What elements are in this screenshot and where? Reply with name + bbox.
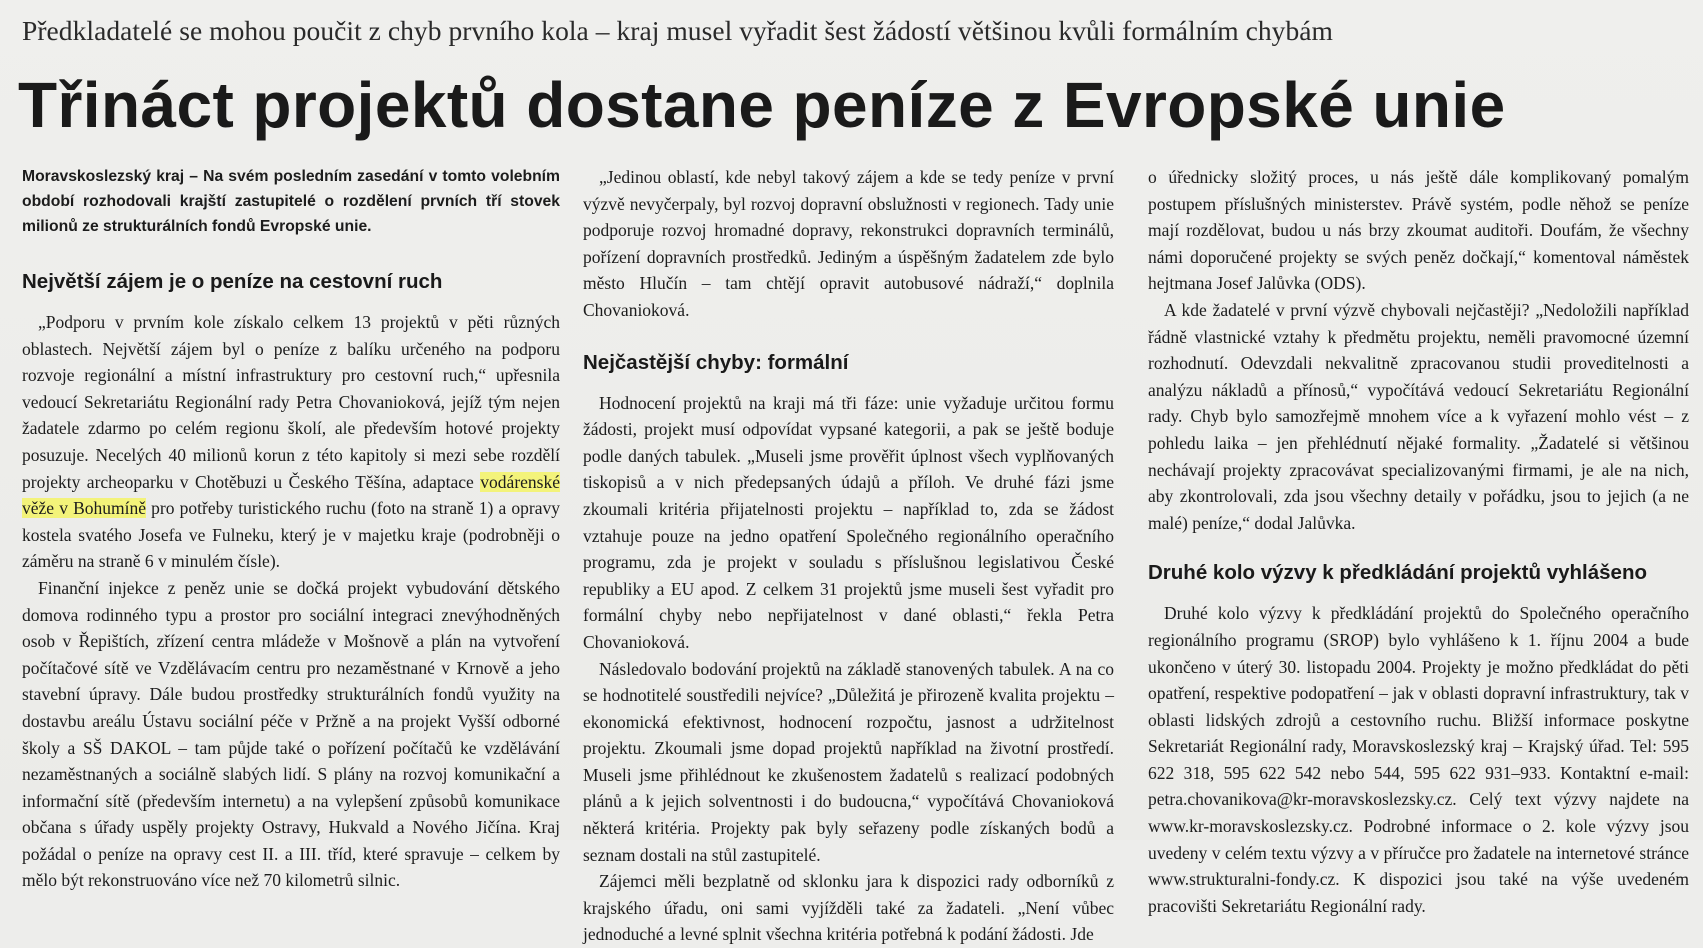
paragraph: Druhé kolo výzvy k předkládání projektů do Společného operačního regionálního programu (SROP) bylo vyhlášeno k 1. říjnu 2004 a bude ukončeno v úterý 30. listopadu 2004. Projekty je možno předkládat do pěti opatření, respektive podopatření – jak v oblasti dopravní infrastruktury, tak v oblasti lidských zdrojů a cestovního ruchu. Bližší informace poskytne Sekretariát Regionální rady, Moravskoslezský kraj – Krajský úřad. Tel: 595 622 318, 595 622 542 nebo 544, 595 622 931–933. Kontaktní e-mail: petra.chovanikova@kr-moravskoslezsky.cz. Celý text výzvy najdete na www.kr-moravskoslezsky.cz. Podrobné informace o 2. kole výzvy jsou uvedeny v celém textu výzvy a v příručce pro žadatele na internetové stránce www.strukturalni-fondy.cz. K dispozici jsou také na výše uvedeném pracovišti Sekretariátu Regionální rady. [1148,603,1689,916]
column-1 [22,164,560,891]
article-lead: Moravskoslezský kraj – Na svém posledním zasedání v tomto volebním období rozhodovali krajští zastupitelé o rozdělení prvních tří stovek milionů ze strukturálních fondů Evropské unie. [22,168,560,235]
spacer [1148,536,1689,558]
subheading-druhe-kolo: Druhé kolo výzvy k předkládání projektů vyhlášeno [1148,561,1647,585]
paragraph-text: pro potřeby turistického ruchu (foto na straně 1) a opravy kostela svatého Josefa ve Fulneku, který je v majetku kraje (podrobněji o záměru na straně 6 v minulém čísle). [22,498,560,572]
paragraph: „Jedinou oblastí, kde nebyl takový zájem a kde se tedy peníze v první výzvě nevyčerpaly, byl rozvoj dopravní obslužnosti v regionech. Tady unie podporuje rozvoj hromadné dopravy, rekonstrukci dopravních terminálů, pořízení dopravních prostředků. Jediným a úspěšným žadatelem zde bylo město Hlučín – tam chtějí opravit autobusové nádraží,“ doplnila Chovanioková. [583,167,1114,320]
paragraph-text: „Podporu v prvním kole získalo celkem 13 projektů v pěti různých oblastech. Největší zájem byl o peníze z balíku určeného na podporu rozvoje regionální a místní infrastruktury pro cestovní ruch,“ upřesnila vedoucí Sekretariátu Regionální rady Petra Chovanioková, jejíž tým nejen žadatele zdarmo po celém regionu školí, ale především hotové projekty posuzuje. Necelých 40 milionů korun z této kapitoly si mezi sebe rozdělí projekty archeoparku v Chotěbuzi u Českého Těšína, adaptace [22,312,560,492]
paragraph: o úřednicky složitý proces, u nás ještě dále komplikovaný pomalým postupem příslušných ministerstev. Právě systém, podle něhož se peníze mají rozdělovat, budou u nás brzy zkoumat auditoři. Doufám, že všechny námi doporučené projekty se svých peněz dočkají,“ komentoval náměstek hejtmana Josef Jalůvka (ODS). [1148,167,1689,294]
subheading-nejcastejsi-chyby: Nejčastější chyby: formální [583,350,849,374]
paragraph: Následovalo bodování projektů na základě stanovených tabulek. A na co se hodnotitelé soustředili nejvíce? „Důležitá je přirozeně kvalita projektu – ekonomická efektivnost, hodnocení rozpočtu, jasnost a udržitelnost projektu. Zkoumali jsme dopad projektů například na životní prostředí. Museli jsme přihlédnout ke zkušenostem žadatelů s realizací podobných plánů a k jejich solventnosti i do budoucna,“ vypočítává Chovanioková některá kritéria. Projekty pak byly seřazeny podle získaných bodů a seznam dostali na stůl zastupitelé. [583,658,1114,865]
article-headline: Třináct projektů dostane peníze z Evropské unie [18,69,1506,141]
paragraph: Hodnocení projektů na kraji má tři fáze: unie vyžaduje určitou formu žádosti, projekt musí odpovídat vypsané kategorii, a pak se ještě boduje podle daných tabulek. „Museli jsme prověřit úplnost všech vyplňovaných tiskopisů a v nich předepsaných údajů a příloh. Ve druhé fázi jsme zkoumali kritéria přijatelnosti projektu – například to, zda se žádost vztahuje pouze na jedno opatření Společného regionálního operačního programu, zda je projekt v souladu s příslušnou legislativou České republiky a EU apod. Z celkem 31 projektů jsme museli šest vyřadit pro formální chyby nebo nepřijatelnost v dané oblasti,“ řekla Petra Chovanioková. [583,392,1114,652]
subheading-cestovni-ruch: Největší zájem je o peníze na cestovní ruch [22,270,443,293]
article-kicker: Předkladatelé se mohou poučit z chyb prvního kola – kraj musel vyřadit šest žádostí většinou kvůli formálním chybám [22,15,1333,46]
spacer [583,324,1114,348]
paragraph: A kde žadatelé v první výzvě chybovali nejčastěji? „Nedoložili například řádně vlastnické vztahy k předmětu projektu, neměli pravomocné územní rozhodnutí. Odevzdali nekvalitně zpracovanou studii proveditelnosti a analýzu nákladů a přínosů,“ vypočítává vedoucí Sekretariátu Regionální rady. Chyb bylo samozřejmě mnohem více a k vyřazení mohlo vést – z pohledu laika – jen přehlédnutí nějaké formality. „Žadatelé si většinou nechávají projekty zpracovávat specializovanými firmami, je ale na nich, aby zkontrolovali, zda jsou všechny detaily v pořádku, jsou to jejich (a ne malé) peníze,“ dodal Jalůvka. [1148,299,1689,533]
paragraph: Finanční injekce z peněz unie se dočká projekt vybudování dětského domova rodinného typu a prostor pro sociální integraci znevýhodněných osob v Řepištích, zřízení centra mládeže v Mošnově a plán na vytvoření počítačové sítě ve Vzdělávacím centru pro nezaměstnané v Krnově a jeho stavební úpravy. Dále budou prostředky strukturálních fondů využity na dostavbu areálu Ústavu sociální péče v Pržně a na projekt Vyšší odborné školy a SŠ DAKOL – tam půjde také o pořízení počítačů ke vzdělávání nezaměstnaných a sociálně slabých lidí. S plány na rozvoj komunikační a informační sítě (především internetu) a na vylepšení způsobů komunikace občana s úřady uspěly projekty Ostravy, Hukvald a Nového Jičína. Kraj požádal o peníze na opravy cest II. a III. tříd, které spravuje – celkem by mělo být rekonstruováno více než 70 kilometrů silnic. [22,577,560,891]
article-body [22,164,1689,945]
paragraph: Zájemci měli bezplatně od sklonku jara k dispozici rady odborníků z krajského úřadu, oni sami vyjížděli také za žadateli. „Není vůbec jednoduché a levné splnit všechna kritéria potřebná k podání žádosti. Jde [583,871,1114,945]
column-2 [583,164,1114,945]
paragraph [22,309,560,575]
highlighted-text: vodárenské věže v Bohumíně [22,471,560,519]
column-3 [1148,164,1689,916]
